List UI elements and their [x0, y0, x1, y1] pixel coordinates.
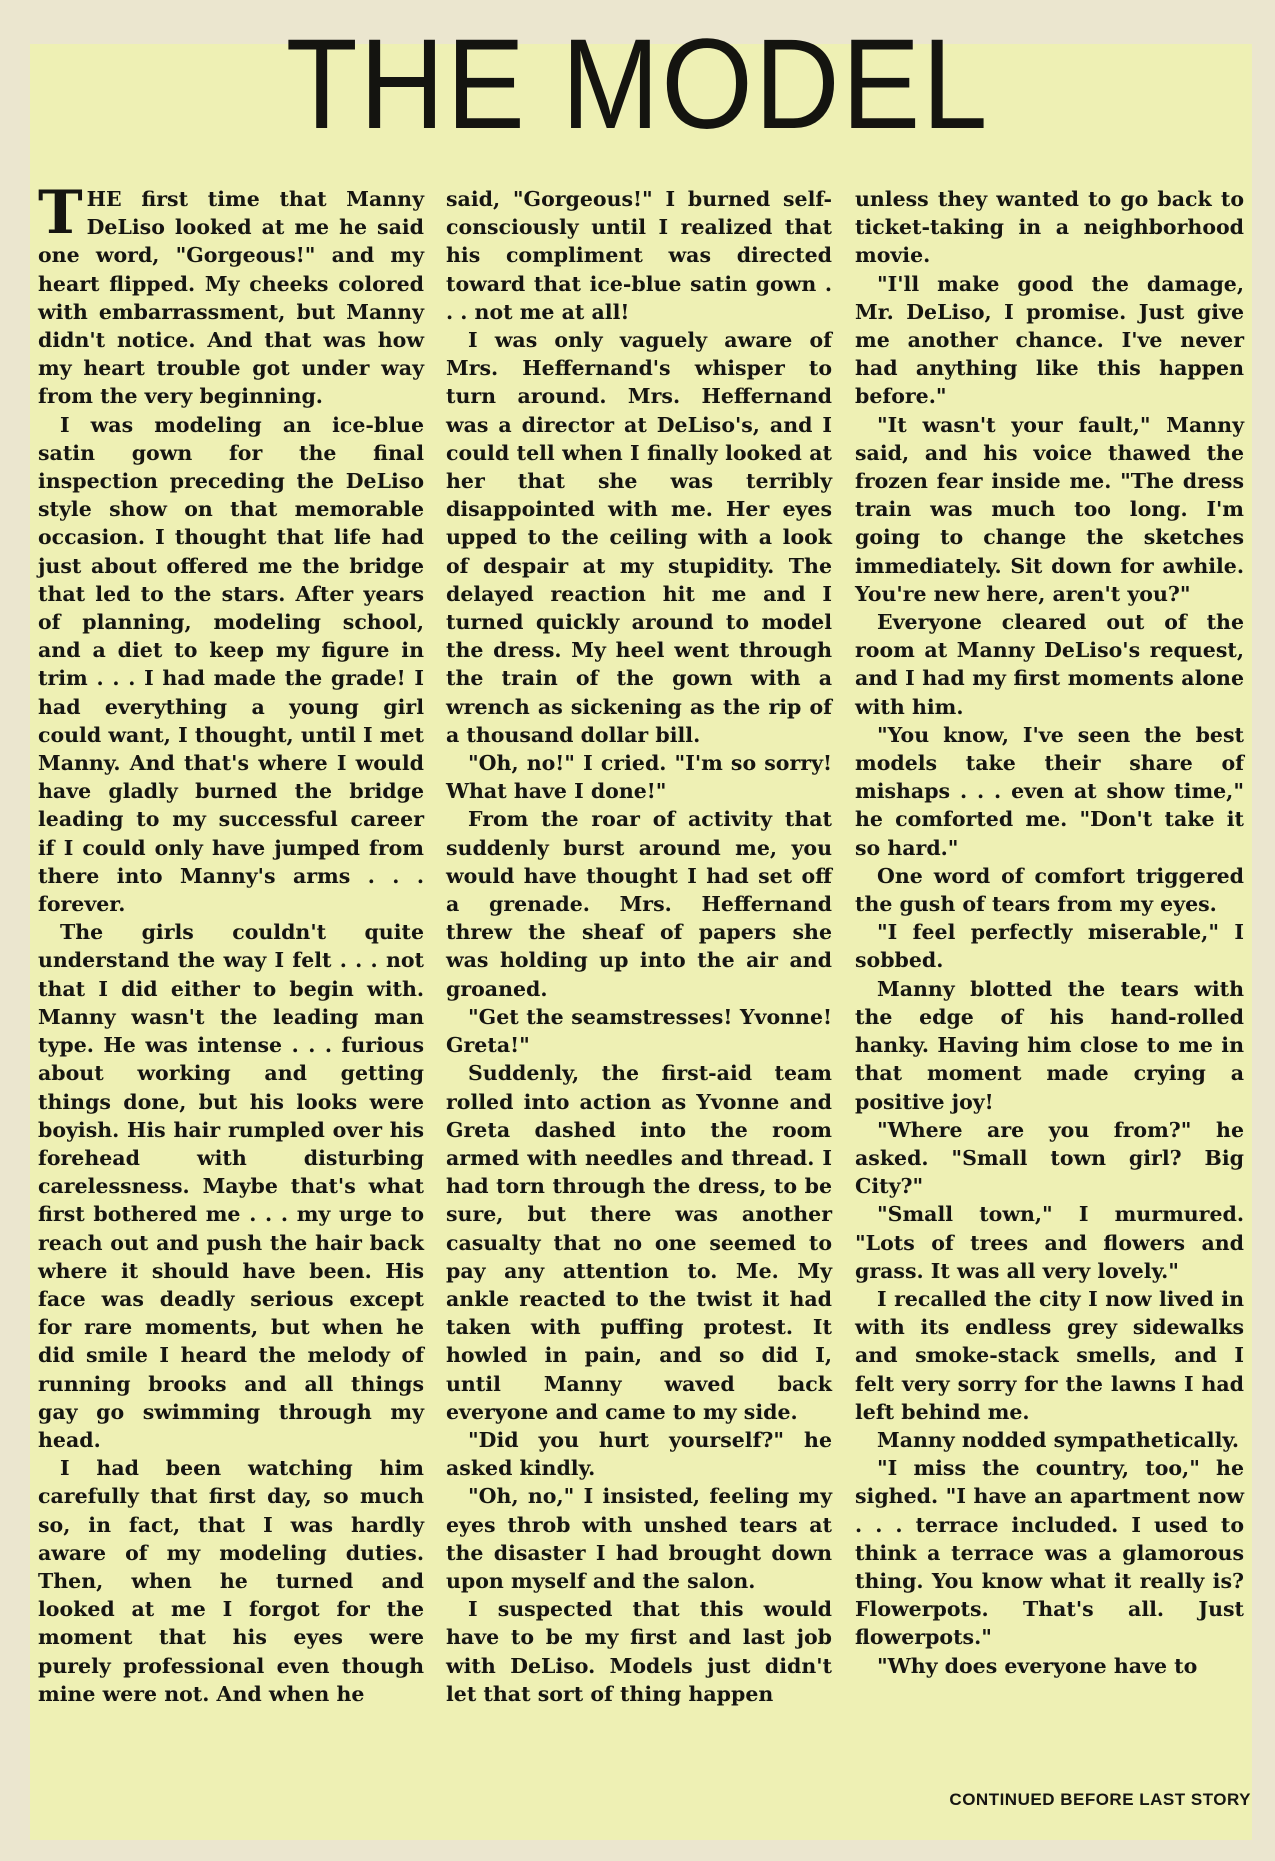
paragraph: Manny nodded sympathetically.: [877, 1427, 1240, 1452]
paragraph: "I miss the country, too," he sighed. "I have an apartment now . . . terrace included. I used to think a terrace was a glamorous thing. You know what it really is? Flowerpots. That's all. Just flowerpots.": [855, 1456, 1244, 1650]
text-column-1: [38, 178, 424, 1708]
paragraph: "Oh, no," I insisted, feeling my eyes throb with unshed tears at the disaster I had brought down upon myself and the salon.: [446, 1484, 832, 1593]
paragraph: I suspected that this would have to be my first and last job with DeLiso. Models just didn't let that sort of thing happen: [446, 1597, 832, 1706]
paragraph: said, "Gorgeous!" I burned self-consciously until I realized that his compliment was directed toward that ice-blue satin gown . . . not me at all!: [446, 187, 832, 324]
continued-note: CONTINUED BEFORE LAST STORY: [949, 1790, 1251, 1809]
drop-cap: T: [38, 178, 83, 248]
paragraph: "Did you hurt yourself?" he asked kindly.: [446, 1427, 832, 1481]
story-title: THE MODEL: [285, 13, 990, 156]
paragraph: "You know, I've seen the best models take their share of mishaps . . . even at show time," he comforted me. "Don't take it so hard.": [855, 722, 1244, 860]
paragraph: I had been watching him carefully that first day, so much so, in fact, that I was hardly aware of my modeling duties. Then, when he turned and looked at me I forgot for the moment that his eyes were purely professional even though mine were not. And when he: [38, 1456, 424, 1706]
paragraph: "Where are you from?" he asked. "Small town girl? Big City?": [855, 1117, 1244, 1199]
paragraph: "Get the seamstresses! Yvonne! Greta!": [446, 1004, 832, 1058]
paragraph: Manny blotted the tears with the edge of his hand-rolled hanky. Having him close to me in that moment made crying a positive joy!: [855, 976, 1244, 1114]
paragraph: I was modeling an ice-blue satin gown for the final inspection preceding the DeLiso style show on that memorable occasion. I thought that life had just about offered me the bridge that led to the stars. After years of planning, modeling school, and a diet to keep my figure in trim . . . I had made the grade! I had everything a young girl could want, I thought, until I met Manny. And that's where I would have gladly burned the bridge leading to my successful career if I could only have jumped from there into Manny's arms . . . forever.: [38, 412, 424, 917]
paragraph: "Why does everyone have to: [877, 1653, 1198, 1678]
text-column-2: [446, 185, 832, 1708]
paragraph: "Small town," I murmured. "Lots of trees and flowers and grass. It was all very lovely.": [855, 1202, 1244, 1283]
paragraph: The girls couldn't quite understand the way I felt . . . not that I did either to begin with. Manny wasn't the leading man type. He was intense . . . furious about working and getting things done, but his looks were boyish. His hair rumpled over his forehead with disturbing carelessness. Maybe that's what first bothered me . . . my urge to reach out and push the hair back where it should have been. His face was deadly serious except for rare moments, but when he did smile I heard the melody of running brooks and all things gay go swimming through my head.: [38, 920, 424, 1452]
paragraph: "I feel perfectly miserable," I sobbed.: [855, 920, 1244, 973]
paragraph: "It wasn't your fault," Manny said, and his voice thawed the frozen fear inside me. "The dress train was much too long. I'm going to change the sketches immediately. Sit down for awhile. You're new here, aren't you?": [855, 412, 1244, 606]
paragraph: I recalled the city I now lived in with its endless grey sidewalks and smoke-stack smells, and I felt very sorry for the lawns I had left behind me.: [855, 1286, 1244, 1424]
paragraph: "I'll make good the damage, Mr. DeLiso, I promise. Just give me another chance. I've never had anything like this happen before.": [855, 271, 1244, 409]
paragraph: "Oh, no!" I cried. "I'm so sorry! What have I done!": [446, 751, 832, 804]
paragraph: I was only vaguely aware of Mrs. Heffernand's whisper to turn around. Mrs. Heffernand was a director at DeLiso's, and I could tell when I finally looked at her that she was terribly disappointed with me. Her eyes upped to the ceiling with a look of despair at my stupidity. The delayed reaction hit me and I turned quickly around to model the dress. My heel went through the train of the gown with a wrench as sickening as the rip of a thousand dollar bill.: [446, 328, 832, 747]
paragraph: unless they wanted to go back to ticket-taking in a neighborhood movie.: [855, 187, 1244, 268]
paragraph: One word of comfort triggered the gush of tears from my eyes.: [855, 863, 1244, 917]
paragraph: Everyone cleared out of the room at Manny DeLiso's request, and I had my first moments alone with him.: [855, 610, 1244, 719]
paragraph: [38, 178, 424, 411]
paragraph: Suddenly, the first-aid team rolled into action as Yvonne and Greta dashed into the room armed with needles and thread. I had torn through the dress, to be sure, but there was another casualty that no one seemed to pay any attention to. Me. My ankle reacted to the twist it had taken with puffing protest. It howled in pain, and so did I, until Manny waved back everyone and came to my side.: [446, 1061, 832, 1424]
text-column-3: [855, 185, 1244, 1680]
paragraph-text: HE first time that Manny DeLiso looked at me he said one word, "Gorgeous!" and my heart flipped. My cheeks colored with embarrassment, but Manny didn't notice. And that was how my heart trouble got under way from the very beginning.: [38, 187, 424, 409]
paragraph: From the roar of activity that suddenly burst around me, you would have thought I had set off a grenade. Mrs. Heffernand threw the sheaf of papers she was holding up into the air and groaned.: [446, 807, 832, 1001]
